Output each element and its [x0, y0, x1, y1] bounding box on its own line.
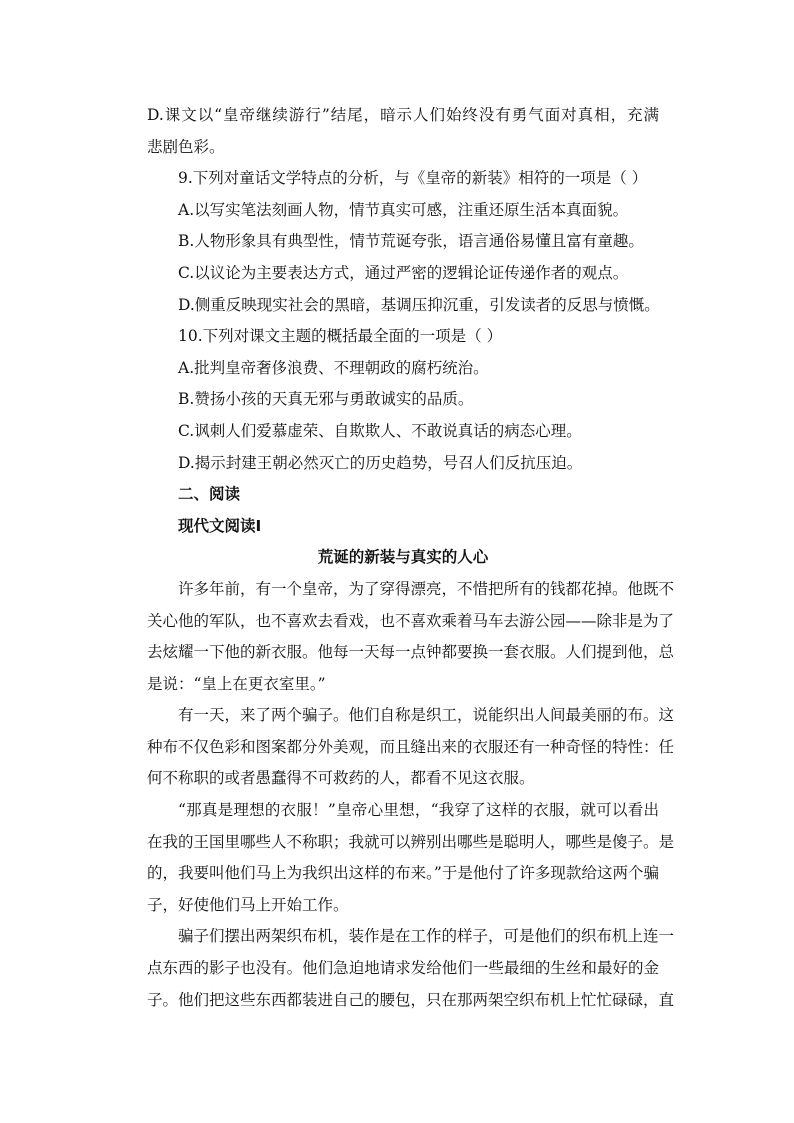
q9-stem: 9.下列对童话文学特点的分析，与《皇帝的新装》相符的一项是（ ）: [178, 169, 648, 188]
paragraph-line: 是说：“皇上在更衣室里。”: [147, 674, 326, 693]
paragraph-line: 的，我要叫他们马上为我织出这样的布来。”于是他付了许多现款给这两个骗: [147, 864, 659, 883]
q9-option-c: C.以议论为主要表达方式，通过严密的逻辑论证传递作者的观点。: [178, 263, 629, 282]
article-paragraph-4: [147, 921, 675, 1016]
q10-option-a: A.批判皇帝奢侈浪费、不理朝政的腐朽统治。: [178, 358, 489, 377]
section-subheading: 现代文阅读Ⅰ: [178, 516, 262, 535]
paragraph-line: 子。他们把这些东西都装进自己的腰包，只在那两架空织布机上忙忙碌碌，直: [147, 990, 675, 1009]
q10-option-b: B.赞扬小孩的天真无邪与勇敢诚实的品质。: [178, 390, 474, 409]
paragraph-line: 有一天，来了两个骗子。他们自称是织工，说能织出人间最美丽的布。这: [178, 706, 675, 725]
q9-option-d: D.侧重反映现实社会的黑暗，基调压抑沉重，引发读者的反思与愤慨。: [178, 295, 660, 314]
paragraph-line: 在我的王国里哪些人不称职；我就可以辨别出哪些是聪明人，哪些是傻子。是: [147, 832, 675, 851]
q8-option-d-line-1: D.课文以“皇帝继续游行”结尾，暗示人们始终没有勇气面对真相，充满: [147, 106, 659, 124]
paragraph-line: 去炫耀一下他的新衣服。他每一天每一点钟都要换一套衣服。人们提到他，总: [147, 643, 675, 662]
article-paragraph-2: [147, 700, 675, 795]
paragraph-line: 种布不仅色彩和图案都分外美观，而且缝出来的衣服还有一种奇怪的特性：任: [147, 737, 675, 756]
q8-option-d-line-2: 悲剧色彩。: [147, 137, 225, 156]
article-paragraph-3: [147, 795, 675, 921]
paragraph-line: 子，好使他们马上开始工作。: [147, 895, 349, 914]
q10-option-c: C.讽刺人们爱慕虚荣、自欺欺人、不敢说真话的病态心理。: [178, 421, 582, 440]
q10-option-d: D.揭示封建王朝必然灭亡的历史趋势，号召人们反抗压迫。: [178, 453, 583, 472]
paragraph-line: 何不称职的或者愚蠢得不可救药的人，都看不见这衣服。: [147, 769, 535, 788]
paragraph-line: 点东西的影子也没有。他们急迫地请求发给他们一些最细的生丝和最好的金: [147, 959, 659, 978]
article-title: 荒诞的新装与真实的人心: [317, 548, 489, 567]
document-page: [147, 100, 675, 1016]
paragraph-line: “那真是理想的衣服！”皇帝心里想，“我穿了这样的衣服，就可以看出: [178, 801, 659, 820]
article-paragraph-1: [147, 574, 675, 700]
section-heading: 二、阅读: [178, 485, 241, 504]
paragraph-line: 骗子们摆出两架织布机，装作是在工作的样子，可是他们的织布机上连一: [178, 927, 675, 946]
q9-option-b: B.人物形象具有典型性，情节荒诞夸张，语言通俗易懂且富有童趣。: [178, 232, 644, 251]
paragraph-line: 许多年前，有一个皇帝，为了穿得漂亮，不惜把所有的钱都花掉。他既不: [178, 579, 675, 598]
q9-option-a: A.以写实笔法刻画人物，情节真实可感，注重还原生活本真面貌。: [178, 200, 629, 219]
q10-stem: 10.下列对课文主题的概括最全面的一项是（ ）: [178, 327, 503, 346]
paragraph-line: 关心他的军队，也不喜欢去看戏，也不喜欢乘着马车去游公园——除非是为了: [147, 611, 675, 630]
